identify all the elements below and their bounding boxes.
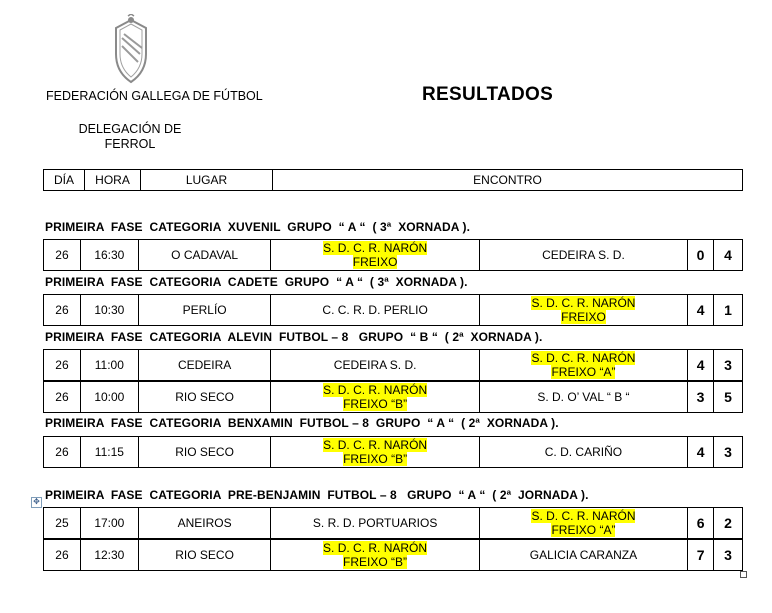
home-team-line2: FREIXO “B”	[343, 397, 408, 411]
col-lugar: LUGAR	[141, 170, 273, 191]
home-team-line1: C. C. R. D. PERLIO	[322, 303, 428, 317]
home-team-line2: FREIXO	[352, 255, 398, 269]
home-team-line2: FREIXO “B”	[343, 555, 408, 569]
delegation-line1: DELEGACIÓN DE	[78, 122, 182, 136]
away-score: 3	[714, 540, 743, 571]
match-venue: RIO SECO	[138, 540, 271, 571]
match-day: 26	[44, 350, 81, 381]
away-score: 3	[714, 350, 743, 381]
away-team-line1: S. D. C. R. NARÓN	[531, 351, 636, 365]
home-score: 4	[688, 350, 714, 381]
col-dia: DÍA	[44, 170, 85, 191]
match-day: 26	[44, 540, 81, 571]
match-time: 12:30	[80, 540, 138, 571]
category-title: PRIMEIRA FASE CATEGORIA PRE-BENJAMIN FUTBOL – 8 GRUPO “ A “ ( 2ª JORNADA ).	[45, 488, 589, 502]
match-day: 26	[44, 437, 81, 468]
away-team	[479, 508, 687, 539]
away-team	[479, 437, 687, 468]
home-team-line1: S. D. C. R. NARÓN	[323, 383, 428, 397]
match-time: 16:30	[80, 240, 138, 271]
away-team-line2: FREIXO “A”	[551, 365, 616, 379]
home-team	[271, 295, 479, 326]
away-team-line1: S. D. C. R. NARÓN	[531, 509, 636, 523]
federation-logo	[108, 14, 154, 84]
home-team-line1: S. D. C. R. NARÓN	[323, 541, 428, 555]
away-team	[479, 382, 687, 413]
category-title: PRIMEIRA FASE CATEGORIA XUVENIL GRUPO “ A “ ( 3ª XORNADA ).	[45, 220, 471, 234]
match-row	[43, 349, 743, 381]
match-time: 10:00	[80, 382, 138, 413]
match-time: 10:30	[80, 295, 138, 326]
match-venue: O CADAVAL	[138, 240, 271, 271]
category-title: PRIMEIRA FASE CATEGORIA BENXAMIN FUTBOL – 8 GRUPO “ A “ ( 2ª XORNADA ).	[45, 416, 559, 430]
match-time: 17:00	[80, 508, 138, 539]
home-score: 4	[688, 295, 714, 326]
federation-name: FEDERACIÓN GALLEGA DE FÚTBOL	[46, 89, 263, 103]
home-team-line1: S. D. C. R. NARÓN	[323, 438, 428, 452]
away-score: 5	[714, 382, 743, 413]
col-encontro: ENCONTRO	[273, 170, 743, 191]
match-time: 11:00	[80, 350, 138, 381]
away-team-line1: CEDEIRA S. D.	[542, 248, 625, 262]
delegation	[60, 122, 200, 152]
away-team-line2: FREIXO “A”	[551, 523, 616, 537]
match-row	[43, 381, 743, 413]
category-title: PRIMEIRA FASE CATEGORIA ALEVIN FUTBOL – 8 GRUPO “ B “ ( 2ª XORNADA ).	[45, 330, 543, 344]
away-team	[479, 240, 687, 271]
away-team-line1: GALICIA CARANZA	[529, 548, 638, 562]
away-team	[479, 295, 687, 326]
match-day: 26	[44, 240, 81, 271]
home-team	[271, 437, 479, 468]
home-score: 0	[688, 240, 714, 271]
match-venue: PERLÍO	[138, 295, 271, 326]
match-row	[43, 507, 743, 539]
home-team	[271, 382, 479, 413]
category-title: PRIMEIRA FASE CATEGORIA CADETE GRUPO “ A “ ( 3ª XORNADA ).	[45, 275, 468, 289]
home-score: 3	[688, 382, 714, 413]
match-day: 26	[44, 382, 81, 413]
match-time: 11:15	[80, 437, 138, 468]
away-team	[479, 350, 687, 381]
away-team-line1: C. D. CARIÑO	[544, 445, 623, 459]
match-row	[43, 539, 743, 571]
page-title: RESULTADOS	[422, 84, 554, 105]
match-row	[43, 436, 743, 468]
home-team-line1: S. D. C. R. NARÓN	[323, 241, 428, 255]
home-team	[271, 240, 479, 271]
match-venue: RIO SECO	[138, 437, 271, 468]
match-row	[43, 239, 743, 271]
match-venue: RIO SECO	[138, 382, 271, 413]
away-team-line2: FREIXO	[561, 310, 606, 324]
column-header-table	[43, 169, 743, 191]
away-team-line1: S. D. C. R. NARÓN	[531, 296, 636, 310]
table-move-handle[interactable]: ✥	[31, 497, 42, 508]
away-score: 3	[714, 437, 743, 468]
home-team-line2: FREIXO “B”	[343, 452, 408, 466]
away-team	[479, 540, 687, 571]
home-score: 7	[688, 540, 714, 571]
home-team	[271, 350, 479, 381]
match-venue: ANEIROS	[138, 508, 271, 539]
match-venue: CEDEIRA	[138, 350, 271, 381]
match-day: 25	[44, 508, 81, 539]
away-score: 4	[714, 240, 743, 271]
match-day: 26	[44, 295, 81, 326]
home-team-line1: S. R. D. PORTUARIOS	[312, 516, 438, 530]
delegation-line2: FERROL	[104, 137, 156, 151]
home-team	[271, 508, 479, 539]
home-team-line1: CEDEIRA S. D.	[333, 358, 417, 372]
match-row	[43, 294, 743, 326]
home-score: 4	[688, 437, 714, 468]
home-score: 6	[688, 508, 714, 539]
away-team-line1: S. D. O’ VAL “ B “	[537, 390, 630, 404]
away-score: 2	[714, 508, 743, 539]
away-score: 1	[714, 295, 743, 326]
col-hora: HORA	[85, 170, 141, 191]
home-team	[271, 540, 479, 571]
table-resize-handle[interactable]	[740, 571, 747, 578]
